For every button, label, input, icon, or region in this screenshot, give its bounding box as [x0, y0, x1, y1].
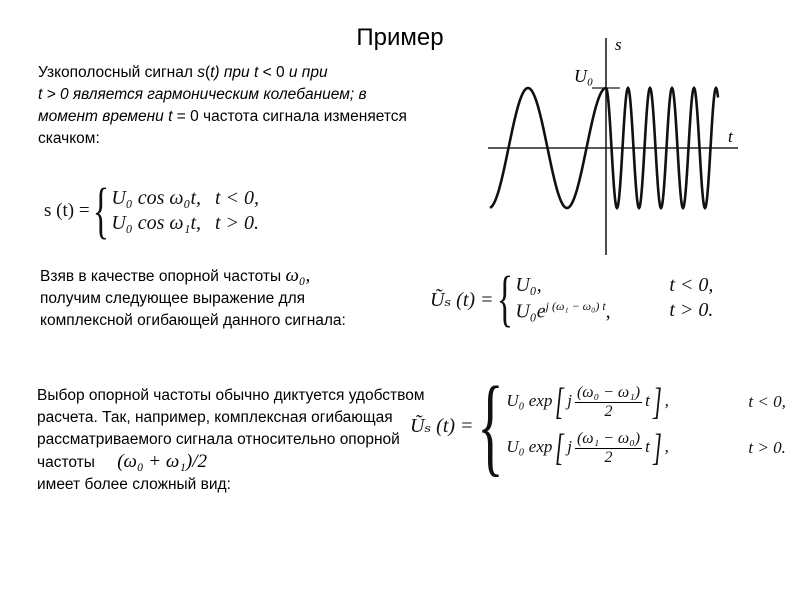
intro-var-t4: t	[168, 108, 173, 125]
intro-text-1: Узкополосный сигнал	[38, 64, 198, 81]
eq1-brace: {	[92, 177, 109, 245]
intro-var-t3: t	[38, 86, 43, 103]
eq3-row1-den: 2	[604, 402, 613, 420]
eq3-row2-lbracket: [	[555, 427, 565, 469]
intro-paren: (	[204, 64, 211, 81]
intro-var-t2: t	[253, 64, 259, 81]
eq3-row1-rbracket: ]	[652, 381, 662, 423]
eq2-row1-expr: U₀,	[515, 274, 542, 297]
eq3-row1-pre: U₀ exp	[506, 390, 553, 410]
signal-graph	[470, 30, 770, 270]
ref-text-b: получим следующее выражение для комплексной огибающей данного сигнала:	[40, 290, 346, 329]
eq3-row2	[506, 429, 785, 467]
eq2-row2-base: U₀e	[515, 300, 546, 323]
equation-envelope-complex	[410, 364, 786, 486]
eq3-row2-j: j	[567, 436, 572, 456]
eq3-row2-comma: ,	[664, 436, 669, 456]
eq2-brace: {	[496, 265, 513, 333]
eq2-row2-comma: ,	[605, 300, 611, 323]
choice-text-b: имеет более сложный вид:	[37, 476, 231, 493]
eq3-row2-rbracket: ]	[652, 427, 662, 469]
eq3-row1-cond: t < 0,	[748, 392, 786, 411]
eq3-row2-den: 2	[604, 448, 613, 466]
eq2-lhs: Ũₛ (t) =	[430, 288, 494, 311]
ref-omega0: ω₀,	[285, 265, 311, 286]
intro-text-5: = 0 частота сигнала изменяется скачком:	[38, 108, 407, 147]
eq1-row2-expr: U₀ cos ω₁t,	[111, 212, 201, 234]
eq3-row1-j: j	[567, 390, 572, 410]
eq3-row2-t: t	[645, 436, 650, 456]
eq2-row2	[515, 299, 713, 324]
eq1-lhs: s (t) =	[44, 200, 90, 221]
intro-text-3: и при	[288, 64, 328, 81]
eq3-brace: {	[476, 364, 504, 486]
intro-text-4: > 0 является гармоническим колебанием; в момент времени	[38, 86, 367, 125]
choice-paragraph	[37, 385, 427, 496]
eq3-row1-lbracket: [	[555, 381, 565, 423]
eq3-row1-num: (ω₀ − ω₁)	[576, 383, 641, 401]
page-title: Пример	[356, 24, 444, 51]
eq1-row1	[111, 187, 259, 210]
eq3-row1-frac	[575, 384, 642, 421]
eq1-cases	[111, 187, 259, 235]
eq3-cases	[506, 383, 785, 467]
choice-text-a: Выбор опорной частоты обычно диктуется удобством расчета. Так, например, комплексная огибающая рассматриваемого сигнала относительно опорной частоты	[37, 387, 425, 471]
eq3-row1-expr	[506, 383, 738, 421]
eq1-row2	[111, 212, 259, 235]
x-axis-label: t	[728, 127, 733, 146]
reference-paragraph	[40, 265, 400, 332]
eq2-row2-cond: t > 0.	[669, 299, 714, 322]
eq3-lhs: Ũₛ (t) =	[410, 414, 474, 437]
intro-var-t: t	[210, 64, 215, 81]
eq3-row1	[506, 383, 785, 421]
eq3-row1-comma: ,	[664, 390, 669, 410]
eq1-row2-cond: t > 0.	[215, 212, 260, 234]
eq2-row2-exp: j (ω₁ − ω₀) t	[545, 299, 606, 314]
choice-freq: (ω₀ + ω₁)/2	[117, 451, 207, 472]
eq3-row2-cond: t > 0.	[748, 438, 786, 457]
eq2-row2-expr	[515, 299, 655, 324]
equation-signal	[44, 177, 260, 245]
eq3-row2-num: (ω₁ − ω₀)	[576, 429, 641, 447]
ref-text-a: Взяв в качестве опорной частоты	[40, 268, 282, 285]
amplitude-label: U₀	[574, 66, 594, 86]
eq1-row1-expr: U₀ cos ω₀t,	[111, 187, 201, 209]
y-axis-label: s	[615, 35, 622, 54]
intro-text-2: ) при	[214, 64, 254, 81]
equation-envelope	[430, 265, 714, 333]
eq3-row2-frac	[575, 430, 642, 467]
intro-var-s: s	[197, 64, 205, 81]
eq2-row1	[515, 274, 713, 297]
eq3-row2-expr	[506, 429, 738, 467]
eq1-row1-cond: t < 0,	[215, 187, 260, 209]
eq3-row1-t: t	[645, 390, 650, 410]
intro-paragraph	[38, 62, 428, 150]
eq3-row2-pre: U₀ exp	[506, 436, 553, 456]
eq2-cases	[515, 274, 713, 324]
eq2-row1-cond: t < 0,	[669, 274, 714, 297]
intro-lt0: < 0	[258, 64, 289, 81]
